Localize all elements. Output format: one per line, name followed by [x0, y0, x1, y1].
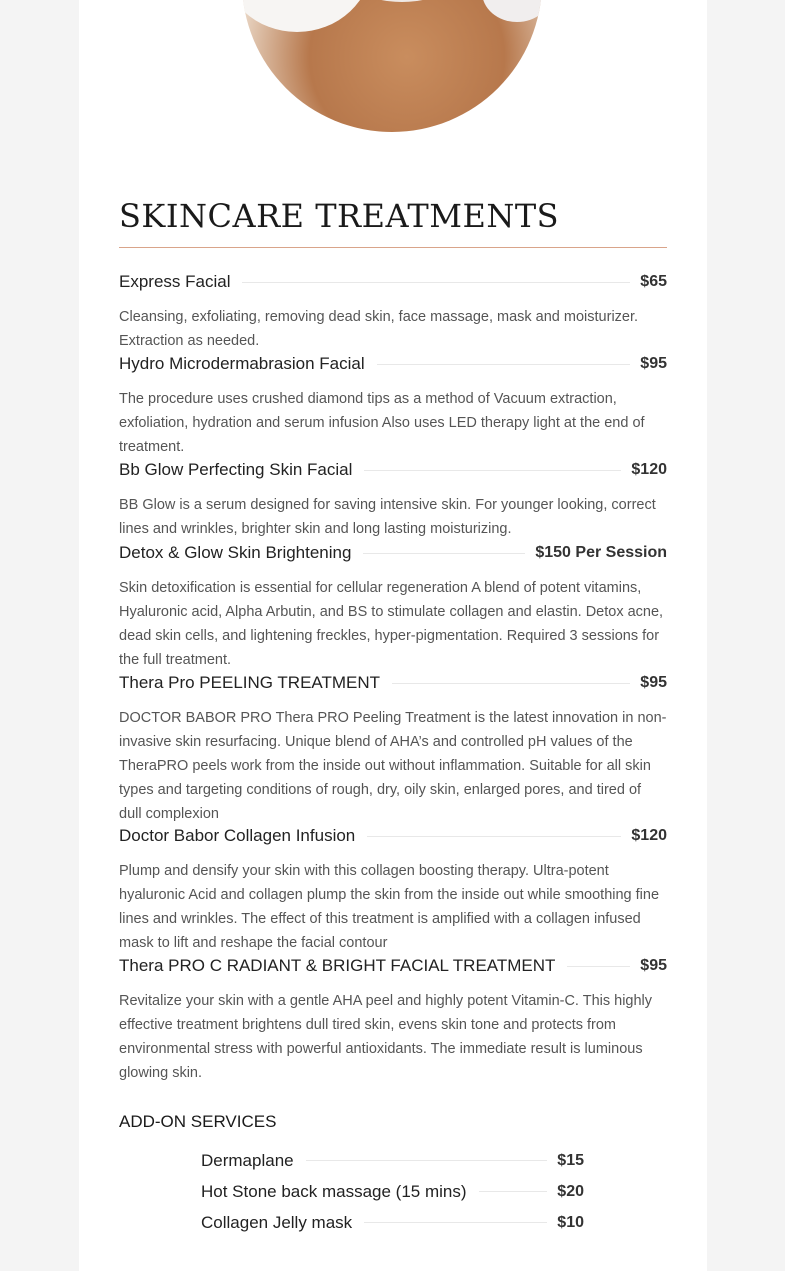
treatment-name: Doctor Babor Collagen Infusion: [119, 826, 356, 845]
treatment-price: $65: [640, 273, 667, 290]
addon-item: [201, 1207, 584, 1238]
addon-price: $10: [557, 1213, 584, 1231]
towel-shape: [242, 0, 372, 32]
dotted-leader: [306, 1160, 548, 1161]
addon-name: Collagen Jelly mask: [201, 1212, 353, 1232]
treatment-description: DOCTOR BABOR PRO Thera PRO Peeling Treatment is the latest innovation in non-invasive skin resurfacing. Unique blend of AHA’s and controlled pH values of the TheraPRO peels work from the inside out without inflammation. Suitable for all skin types and targeting conditions of rough, dry, oily skin, enlarged pores, and tired of dull complexion: [119, 710, 667, 822]
addon-name: Hot Stone back massage (15 mins): [201, 1181, 467, 1201]
addon-item: [201, 1145, 584, 1176]
dotted-leader: [363, 553, 525, 554]
facial-treatment-photo: [242, 0, 542, 132]
treatment-item: [119, 456, 667, 541]
treatment-name: Bb Glow Perfecting Skin Facial: [119, 460, 353, 479]
treatment-name: Express Facial: [119, 272, 231, 291]
dotted-leader: [364, 470, 621, 471]
dotted-leader: [567, 966, 630, 967]
dotted-leader: [479, 1191, 548, 1192]
treatment-price: $95: [640, 355, 667, 372]
treatment-name: Thera Pro PEELING TREATMENT: [119, 673, 381, 692]
treatment-item: [119, 539, 667, 672]
treatment-description: Revitalize your skin with a gentle AHA peel and highly potent Vitamin-C. This highly effective treatment brightens dull tired skin, evens skin tone and protects from environmental stress with powerful antioxidants. The immediate result is luminous glowing skin.: [119, 993, 653, 1081]
treatment-item: [119, 268, 667, 353]
treatment-name: Detox & Glow Skin Brightening: [119, 543, 352, 562]
dotted-leader: [242, 282, 630, 283]
title-divider: [119, 247, 667, 248]
treatment-item: [119, 822, 667, 955]
dotted-leader: [377, 364, 631, 365]
dotted-leader: [367, 836, 621, 837]
dotted-leader: [392, 683, 630, 684]
addon-price: $20: [557, 1182, 584, 1200]
section-title: SKINCARE TREATMENTS: [119, 197, 560, 235]
treatment-price: $95: [640, 957, 667, 974]
treatment-description: Skin detoxification is essential for cellular regeneration A blend of potent vitamins, Hyaluronic acid, Alpha Arbutin, and BS to stimulate collagen and elastin. Detox acne, dead skin cells, and lightening freckles, hyper-pigmentation. Required 3 sessions for the full treatment.: [119, 580, 664, 668]
treatment-price: $120: [631, 461, 667, 478]
addon-list: [201, 1145, 584, 1238]
treatment-item: [119, 350, 667, 459]
treatment-name: Hydro Microdermabrasion Facial: [119, 354, 365, 373]
addon-item: [201, 1176, 584, 1207]
addon-name: Dermaplane: [201, 1150, 294, 1170]
treatment-description: The procedure uses crushed diamond tips as a method of Vacuum extraction, exfoliation, hydration and serum infusion Also uses LED therapy light at the end of treatment.: [119, 391, 645, 455]
treatment-price: $150 Per Session: [535, 544, 667, 561]
addons-title: ADD-ON SERVICES: [119, 1112, 277, 1131]
addon-price: $15: [557, 1151, 584, 1169]
treatment-description: BB Glow is a serum designed for saving intensive skin. For younger looking, correct lines and wrinkles, brighter skin and long lasting moisturizing.: [119, 497, 656, 537]
treatment-description: Cleansing, exfoliating, removing dead skin, face massage, mask and moisturizer. Extraction as needed.: [119, 309, 639, 349]
bowl-shape: [482, 0, 542, 22]
treatment-price: $95: [640, 674, 667, 691]
treatment-description: Plump and densify your skin with this collagen boosting therapy. Ultra-potent hyaluronic Acid and collagen plump the skin from the inside out while smoothing fine lines and wrinkles. The effect of this treatment is amplified with a collagen infused mask to lift and reshape the facial contour: [119, 863, 660, 951]
treatment-price: $120: [631, 827, 667, 844]
treatment-name: Thera PRO C RADIANT & BRIGHT FACIAL TREATMENT: [119, 956, 556, 975]
dotted-leader: [364, 1222, 547, 1223]
treatment-item: [119, 952, 667, 1085]
treatment-item: [119, 669, 667, 826]
